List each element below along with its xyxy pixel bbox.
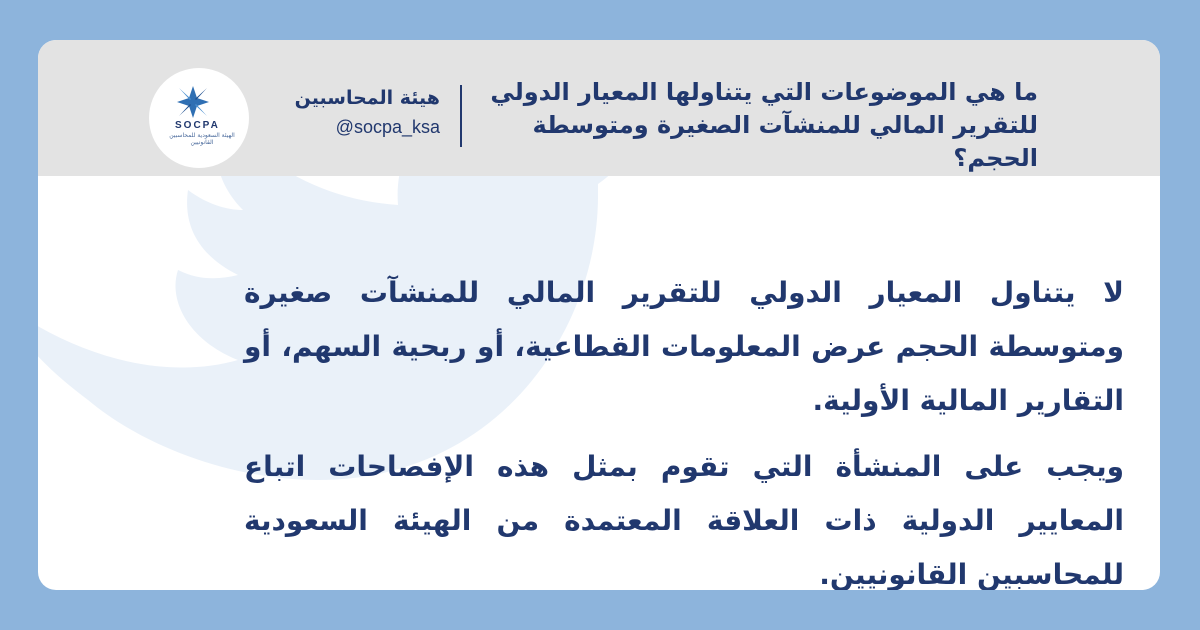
header-divider <box>460 85 462 147</box>
answer-paragraph-2: ويجب على المنشأة التي تقوم بمثل هذه الإفصاحات اتباع المعايير الدولية ذات العلاقة المعتمدة من الهيئة السعودية للمحاسبين القانونيين. <box>244 450 1124 590</box>
header-bar <box>38 40 1160 176</box>
socpa-logo <box>149 68 249 168</box>
question-heading: ما هي الموضوعات التي يتناولها المعيار الدولي للتقرير المالي للمنشآت الصغيرة ومتوسطة الحجم؟ <box>490 78 1038 172</box>
account-name: هيئة المحاسبين <box>294 87 440 109</box>
account-info <box>270 84 440 142</box>
content-card <box>38 40 1160 590</box>
socpa-brand-text: SOCPA <box>175 120 220 131</box>
answer-body <box>244 266 1124 590</box>
socpa-star-logo-icon <box>149 68 249 168</box>
socpa-subtitle: الهيئة السعودية للمحاسبين القانونيين <box>169 132 235 146</box>
answer-paragraph-1: لا يتناول المعيار الدولي للتقرير المالي للمنشآت صغيرة ومتوسطة الحجم عرض المعلومات القطاعية، أو ربحية السهم، أو التقارير المالية الأولية. <box>244 276 1124 417</box>
account-handle: @socpa_ksa <box>335 117 440 137</box>
